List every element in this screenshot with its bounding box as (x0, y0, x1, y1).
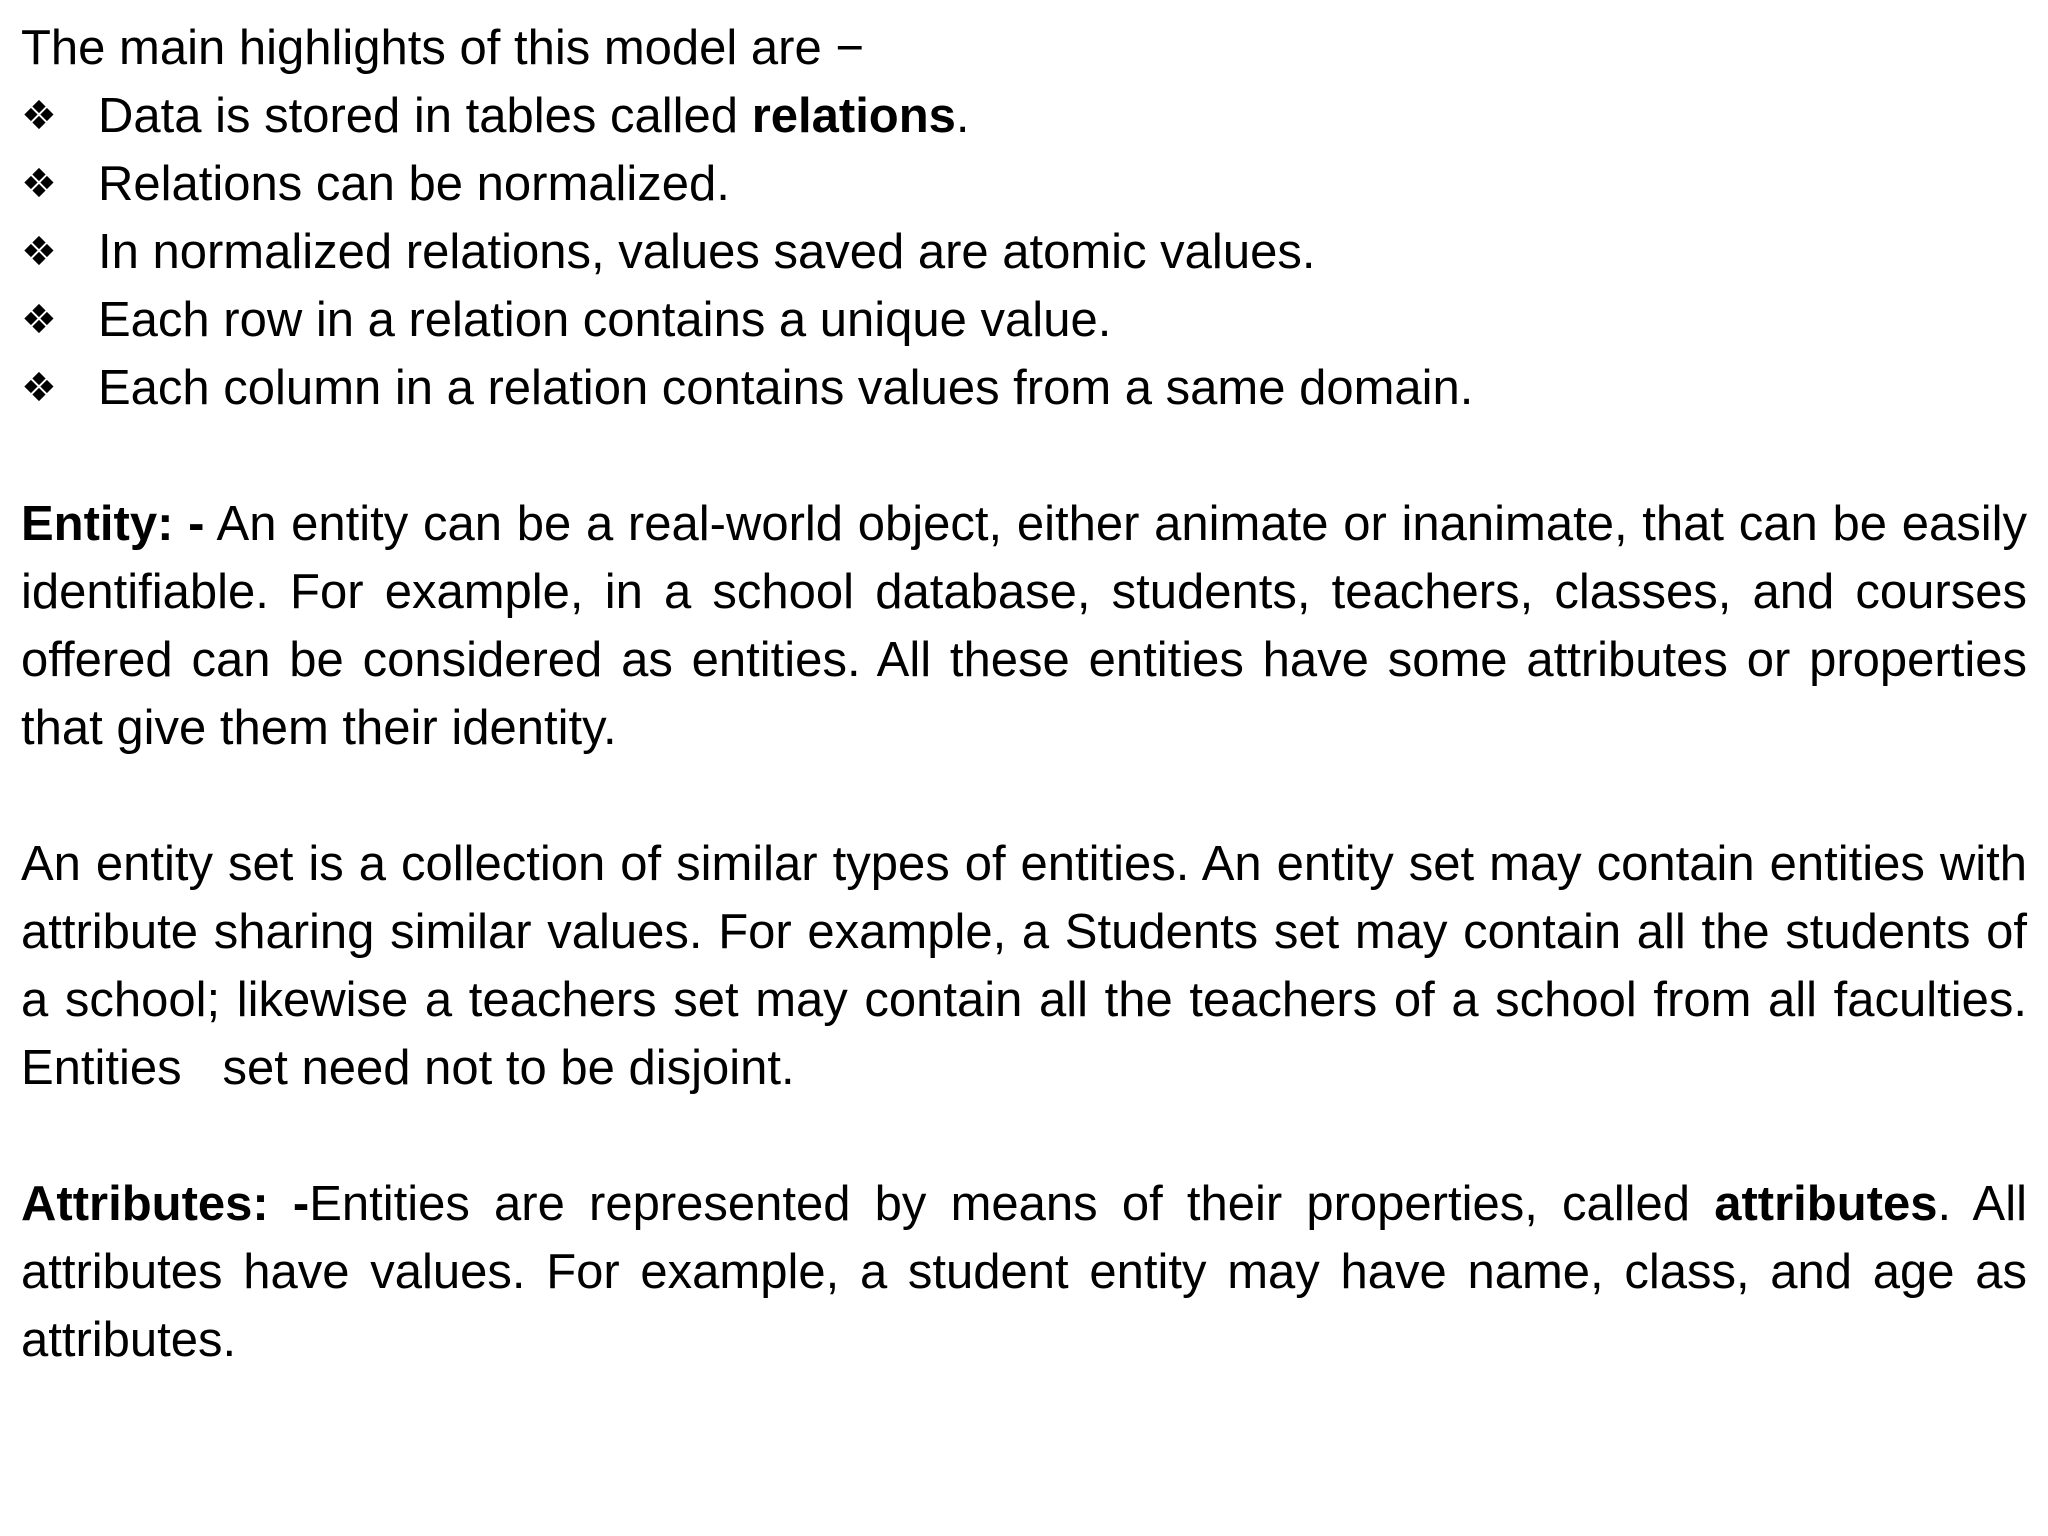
list-item (21, 150, 2027, 218)
bold-term: relations (751, 89, 956, 143)
spacer (21, 1102, 2027, 1170)
highlights-list (21, 82, 2027, 422)
entity-text: An entity can be a real-world object, either animate or inanimate, that can be easily identifiable. For example, in a school database, students, teachers, classes, and courses offered can be considered as entities. All these entities have some attributes or properties that give them their identity. (21, 497, 2027, 755)
list-item-text: In normalized relations, values saved are atomic values. (98, 225, 1316, 279)
list-item (21, 82, 2027, 150)
entity-paragraph (21, 490, 2027, 762)
spacer (21, 422, 2027, 490)
diamond-bullet-icon: ❖ (21, 229, 57, 275)
list-item-text: Each row in a relation contains a unique value. (98, 293, 1112, 347)
list-item-text: Relations can be normalized. (98, 157, 730, 211)
list-item-text: Each column in a relation contains values from a same domain. (98, 361, 1474, 415)
spacer (21, 762, 2027, 830)
attributes-heading: Attributes: - (21, 1177, 310, 1231)
list-item (21, 218, 2027, 286)
attributes-paragraph: Attributes: -Entities are represented by means of their properties, called attributes. All attributes have values. For example, a student entity may have name, class, and age as attributes. (21, 1177, 2027, 1367)
list-item (21, 286, 2027, 354)
entity-set-paragraph: An entity set is a collection of similar types of entities. An entity set may contain entities with attribute sharing similar values. For example, a Students set may contain all the students of a school; likewise a teachers set may contain all the teachers of a school from all faculties. Entities set need not to be disjoint. (21, 837, 2027, 1095)
list-item (21, 354, 2027, 422)
diamond-bullet-icon: ❖ (21, 161, 57, 207)
diamond-bullet-icon: ❖ (21, 365, 57, 411)
intro-line: The main highlights of this model are − (21, 21, 864, 75)
entity-heading: Entity: - (21, 497, 205, 551)
bold-term: attributes (1714, 1177, 1938, 1231)
list-item-text: Data is stored in tables called relations. (98, 89, 970, 143)
diamond-bullet-icon: ❖ (21, 93, 57, 139)
document-page (21, 14, 2027, 1374)
diamond-bullet-icon: ❖ (21, 297, 57, 343)
